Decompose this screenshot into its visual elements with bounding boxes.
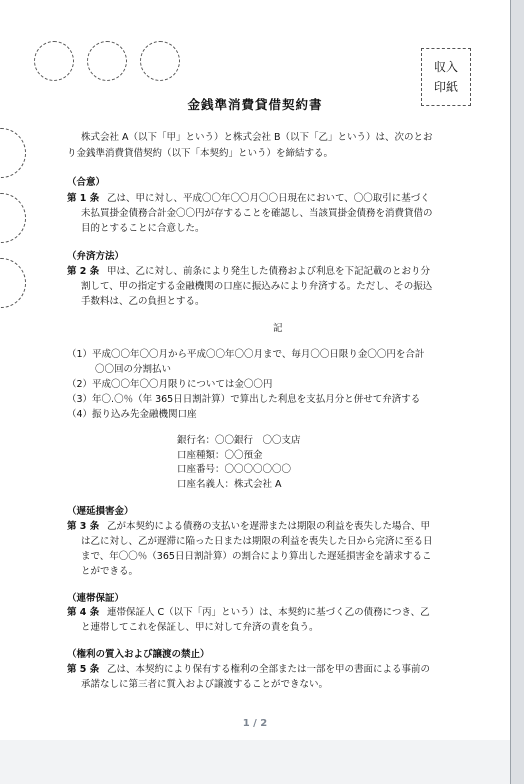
article-5-heading: （権利の質入および譲渡の禁止） xyxy=(67,649,210,660)
intro-line: 株式会社 A（以下「甲」という）と株式会社 B（以下「乙」という）は、次のとお xyxy=(81,132,433,143)
article-4-label: 第 4 条 xyxy=(67,607,100,618)
article-4-line: と連帯してこれを保証し、甲に対して弁済の責を負う。 xyxy=(81,622,319,633)
article-2-line: 甲は、乙に対し、前条により発生した債務および利息を下記記載のとおり分 xyxy=(107,266,431,277)
account-type: 口座種類：〇〇預金 xyxy=(177,450,263,461)
bank-name: 銀行名：〇〇銀行 〇〇支店 xyxy=(177,435,301,446)
account-holder: 口座名義人：株式会社 A xyxy=(177,479,282,490)
stamp-box-line-1: 収入 xyxy=(433,60,458,74)
intro-line: り金銭準消費貸借契約（以下「本契約」という）を締結する。 xyxy=(67,148,334,159)
article-2-heading: （弁済方法） xyxy=(67,251,125,262)
article-1-line: 乙は、甲に対し、平成〇〇年〇〇月〇〇日現在において、〇〇取引に基づく xyxy=(107,193,430,204)
article-1-label: 第 1 条 xyxy=(67,193,100,204)
payment-term: （3）年〇.〇％（年 365日日割計算）で算出した利息を支払月分と併せて弁済する xyxy=(67,394,421,405)
vertical-scrollbar[interactable] xyxy=(511,0,524,784)
account-number: 口座番号：〇〇〇〇〇〇〇 xyxy=(177,464,292,475)
article-5-label: 第 5 条 xyxy=(67,664,100,675)
article-5-line: 乙は、本契約により保有する権利の全部または一部を甲の書面による事前の xyxy=(107,664,431,675)
article-1-heading: （合意） xyxy=(67,177,106,188)
punch-hole-1 xyxy=(0,128,26,178)
article-1-line: 目的とすることに合意した。 xyxy=(81,223,205,234)
article-3-line: は乙に対し、乙が遅滞に陥った日または期限の利益を喪失した日から完済に至る日 xyxy=(81,536,433,547)
punch-hole-2 xyxy=(0,193,26,243)
article-4-heading: （連帯保証） xyxy=(67,593,125,604)
article-2-line: 手数料は、乙の負担とする。 xyxy=(81,296,205,307)
article-1-line: 未払買掛金債務合計金〇〇円が存することを確認し、当該買掛金債務を消費貸借の xyxy=(81,208,433,219)
article-4-line: 連帯保証人 C（以下「丙」という）は、本契約に基づく乙の債務につき、乙 xyxy=(107,607,430,618)
punch-hole-3 xyxy=(0,258,26,308)
payment-term: （4）振り込み先金融機関口座 xyxy=(67,409,197,420)
article-2-label: 第 2 条 xyxy=(67,266,100,277)
article-3-heading: （遅延損害金） xyxy=(67,506,134,517)
payment-term: （2）平成〇〇年〇〇月限りについては金〇〇円 xyxy=(67,379,273,390)
ki-marker: 記 xyxy=(273,323,283,334)
article-3-line: 乙が本契約による債務の支払いを遅滞または期限の利益を喪失した場合、甲 xyxy=(107,521,431,532)
viewer-bottom-band xyxy=(0,740,510,784)
article-3-label: 第 3 条 xyxy=(67,521,100,532)
seal-circle-2 xyxy=(87,41,127,81)
payment-term: （1）平成〇〇年〇〇月から平成〇〇年〇〇月まで、毎月〇〇日限り金〇〇円を合計 xyxy=(67,349,425,360)
payment-term: 〇〇回の分割払い xyxy=(95,364,172,375)
article-3-line: まで、年〇〇％（365日日割計算）の割合により算出した遅延損害金を請求するこ xyxy=(81,551,432,562)
seal-circle-3 xyxy=(140,41,180,81)
article-2-line: 割して、甲の指定する金融機関の口座に振込みにより弁済する。ただし、その振込 xyxy=(81,281,433,292)
stamp-box-line-2: 印紙 xyxy=(433,80,458,94)
seal-circle-1 xyxy=(34,41,74,81)
page-indicator: 1 / 2 xyxy=(242,718,268,729)
article-5-line: 承諾なしに第三者に質入および譲渡することができない。 xyxy=(81,679,329,690)
article-3-line: とができる。 xyxy=(81,566,139,577)
document-title: 金銭準消費貸借契約書 xyxy=(187,97,323,112)
